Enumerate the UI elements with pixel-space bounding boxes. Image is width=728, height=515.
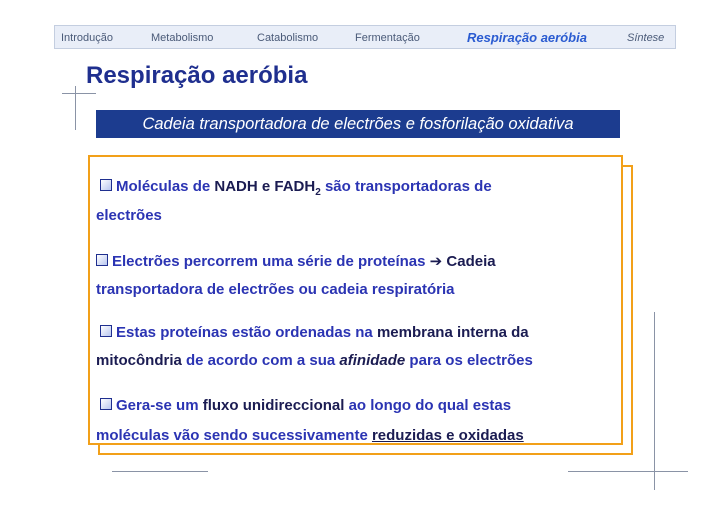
bullet-3-line-1: Estas proteínas estão ordenadas na membrana interna da <box>100 324 529 341</box>
page-title: Respiração aeróbia <box>86 62 308 89</box>
arrow-right-icon: ➔ <box>429 253 443 270</box>
bullet-1-line-2: electrões <box>96 207 162 224</box>
nav-item-metabolismo[interactable]: Metabolismo <box>151 32 214 44</box>
decorative-line-left-vertical <box>75 86 76 130</box>
nav-item-introducao[interactable]: Introdução <box>61 32 113 44</box>
bullet-3-line-2: mitocôndria de acordo com a sua afinidade para os electrões <box>96 352 533 369</box>
subtitle-text: Cadeia transportadora de electrões e fosforilação oxidativa <box>142 115 574 133</box>
decorative-line-right-vertical <box>654 312 655 490</box>
checkbox-bullet-icon <box>100 325 112 337</box>
bullet-2-line-1: Electrões percorrem uma série de proteínas ➔ Cadeia <box>96 252 496 270</box>
decorative-line-top-left <box>62 93 96 94</box>
top-navigation-bar <box>54 25 676 49</box>
nav-item-respiracao-aerobia[interactable]: Respiração aeróbia <box>467 30 587 45</box>
checkbox-bullet-icon <box>100 398 112 410</box>
checkbox-bullet-icon <box>96 254 108 266</box>
checkbox-bullet-icon <box>100 179 112 191</box>
subtitle-banner <box>96 110 620 138</box>
nav-item-catabolismo[interactable]: Catabolismo <box>257 32 319 44</box>
decorative-line-bottom-right <box>568 471 688 472</box>
bullet-2-line-2: transportadora de electrões ou cadeia respiratória <box>96 281 455 298</box>
nav-item-sintese[interactable]: Síntese <box>627 32 665 44</box>
bullet-4-line-1: Gera-se um fluxo unidireccional ao longo do qual estas <box>100 397 511 414</box>
bullet-4-line-2: moléculas vão sendo sucessivamente reduzidas e oxidadas <box>96 427 524 444</box>
nav-item-fermentacao[interactable]: Fermentação <box>355 32 420 44</box>
bullet-1-line-1: Moléculas de NADH e $FADH_2$ são transportadoras de <box>100 178 492 198</box>
decorative-line-bottom-left <box>112 471 208 472</box>
